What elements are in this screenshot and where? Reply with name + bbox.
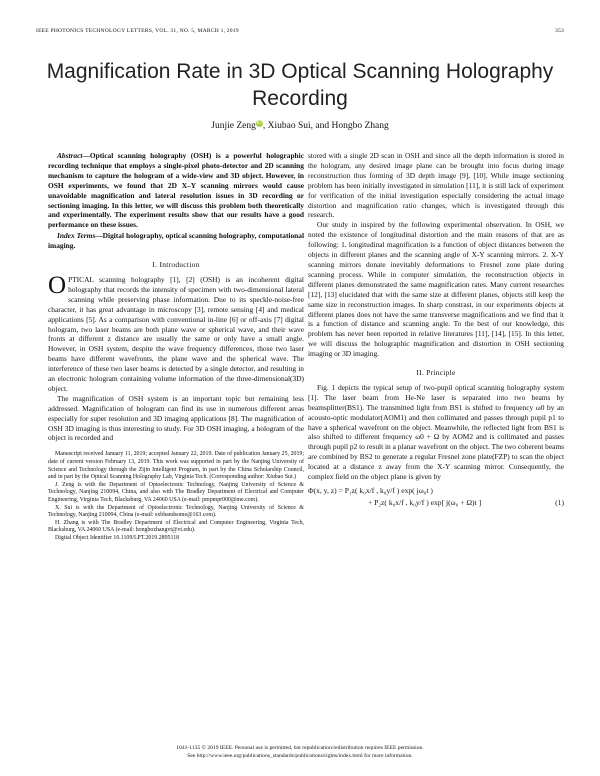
equation-line-2: + P₂z( k₀x/f , k₀y/f ) exp[ j(ω₀ + Ω)t ] <box>368 497 482 507</box>
abstract-label: Abstract <box>57 151 83 160</box>
footnote-manuscript: Manuscript received January 11, 2019; accepted January 22, 2019. Date of publication January 25, 2019; date of current version February 13, 2019. This work was supported in part by the Nanjing University of Science and Technology through the Zijin Intelligent Program, in part by the China Scholarship Council, and in part by the Optical Scanning Holography Lab, Virginia Tech. (Corresponding author: Xiubao Sui.) <box>48 451 304 481</box>
right-column <box>308 151 564 510</box>
index-terms: Index Terms—Digital holography, optical scanning holography, computational imaging. <box>48 231 305 251</box>
other-authors: , Xiubao Sui, and Hongbo Zhang <box>262 121 389 132</box>
footnotes <box>48 451 304 542</box>
copyright-footer <box>0 745 600 760</box>
footnote-sui: X. Sui is with the Department of Optoelectronic Technology, Nanjing University of Science & Technology, Nanjing 210094, China (e-mail: sxbhandsome@163.com). <box>48 504 304 519</box>
section-heading-principle: II. Principle <box>416 368 456 378</box>
right-paragraph-1: stored with a single 2D scan in OSH and since all the depth information is stored in the hologram, any desired image plane can be brought into focus during image reconstruction thus forming of 3D depth image [9], [10]. While image sectioning problem has been initially investigated in simulation [11], it is still lack of experiment for verification of the initial investigation especially considering the actual image distortion and magnification ratio changes, which is investigated through this research. <box>308 151 564 220</box>
drop-cap: O <box>48 271 67 299</box>
footnote-zhang: H. Zhang is with The Bradley Department of Electrical and Computer Engineering, Virginia Tech, Blacksburg, VA 24060 USA (e-mail: hongbozhangvt@vt.edu). <box>48 519 304 534</box>
page-number: 353 <box>555 28 564 34</box>
equation-number: (1) <box>555 498 564 507</box>
journal-name: IEEE PHOTONICS TECHNOLOGY LETTERS, VOL. 31, NO. 5, MARCH 1, 2019 <box>36 28 239 34</box>
author-list <box>0 120 600 131</box>
abstract: Abstract—Optical scanning holography (OSH) is a powerful holographic recording technique that employs a single-pixel photo-detector and 2D scanning mechanism to capture the hologram of a wide-view and 3D object. However, in OSH experiments, we found that 2D X–Y scanning mirrors would cause unavoidable magnification and lateral resolution issues in 3D recording or sectioning imaging. In this letter, we will discuss this problem both theoretically and experimentally. The experiment results show that our results have a good performance on these issues. <box>48 151 304 230</box>
principle-paragraph: Fig. 1 depicts the typical setup of two-pupil optical scanning holography system [1]. The laser beam from He-Ne laser is separated into two beams by beamsplitter(BS1). The transmitted light from BS1 is shifted to frequency ω0 by an acousto-optic modulator(AOM1) and then collimated and passes through pupil p1 to have a spherical wavefront on the object. Meanwhile, the reflected light from BS1 is also shifted to different frequency ω0 + Ω by AOM2 and is collimated and passes through pupil p2 to result in a planar wavefront on the object. The two coherent beams are combined by BS2 to generate a regular Fresnel zone plate(FZP) to scan the object located at a distance z away from the X-Y scanning mirror. Consequently, the complex field on the object plane is given by <box>308 382 565 482</box>
footnote-doi: Digital Object Identifier 10.1109/LPT.2019.2895118 <box>55 534 180 541</box>
running-header <box>36 28 564 34</box>
intro-paragraph-1-text: PTICAL scanning holography [1], [2] (OSH) is an incoherent digital holography that records the intensity of specimen with two-dimensional lateral scanning while preserving phase information. Due to its speckle-noise-free character, it has great advantage in microscopy [3], remote sensing [4] and medical applications [5]. As a comparison with conventional in-line [6] or off-axis [7] digital hologram, two laser beams are both plane wave or spherical wave, and their wave fronts at different z distance are usually the same or only have a small angle. However, in OSH system, despite the wave frequency differences, those two laser beams have different wavefronts, the plane wave and the spherical wave. The interference of these two laser beams is detected by a single detector, and resulting in an electronic hologram containing volume information of the three-dimensional(3D) object. <box>48 274 304 393</box>
intro-paragraph-1 <box>48 271 304 394</box>
equation-line-1: Φ(x, y, z) = P₁z( k₀x/f , k₀y/f ) exp( jω₀t ) <box>308 486 433 495</box>
abstract-text: Optical scanning holography (OSH) is a powerful holographic recording technique that employs a single-pixel photo-detector and 2D scanning mechanism to capture the hologram of a wide-view and 3D object. However, in OSH experiments, we found that 2D X–Y scanning mirrors would cause unavoidable magnification and lateral resolution issues in 3D recording or sectioning imaging. In this letter, we will discuss this problem both theoretically and experimentally. The experiment results show that our results have a good performance on these issues. <box>48 151 304 230</box>
right-paragraph-2: Our study in inspired by the following experimental observation. In OSH, we noted the existence of longitudinal distortion and the main reasons of that are as following: 1. longitudinal magnification is a function of object distances between the objects in different planes and the scanning angle of X-Y scanning mirrors. 2. X-Y scanning mirrors donate inevitably deformations to Fresnel zone plate during scanning process. While in computer simulation, the reconstruction objects in different planes demonstrated the same magnification rates. Many current researches [12], [13] elucidated that with the same size at different planes, objects still keep the same size in reconstruction images. In sharp constrast, in our experiments objects at different planes does not have the same transverse magnifications and we find that it is a function of distance and scanning angle. To the best of our knowledge, this problem has never been reported in relative literatures [11], [14], [15]. In this letter, we will discuss the holographic magnification and distortion in OSH sectioning imaging or 3D imaging. <box>308 220 564 359</box>
footnote-zeng: J. Zeng is with the Department of Optoelectronic Technology, Nanjing University of Science & Technology, Nanjing 210094, China, and also with The Bradley Department of Electrical and Computer Engineering, Virginia Tech, Blacksburg, VA 24060 USA (e-mail: pmpmpr000@me.com). <box>48 481 304 503</box>
paper-title: Magnification Rate in 3D Optical Scanning Holography Recording <box>46 60 554 110</box>
copyright-line: 1041-1135 © 2019 IEEE. Personal use is permitted, but republication/redistribution requires IEEE permission. <box>176 745 424 751</box>
first-author: Junjie Zeng <box>211 121 256 132</box>
orcid-icon[interactable]: iD <box>256 120 262 126</box>
rights-link[interactable]: See http://www.ieee.org/publications_standards/publications/rights/index.html for more information. <box>187 752 413 759</box>
section-heading-introduction: I. Introduction <box>152 260 200 270</box>
left-column <box>48 151 304 543</box>
index-terms-label: Index Terms <box>57 231 96 241</box>
index-terms-text: Digital holography, optical scanning holography, computational imaging. <box>48 231 305 251</box>
intro-paragraph-2: The magnification of OSH system is an important topic but remaining less addressed. Magnification of hologram can find its use in numerous different areas especially for super resolution and 3D imaging applications [8]. The magnification of OSH 3D imaging is thus interesting to study. For 3D OSH imaging, a hologram of the object is recorded and <box>48 393 304 443</box>
equation-1 <box>308 486 564 508</box>
